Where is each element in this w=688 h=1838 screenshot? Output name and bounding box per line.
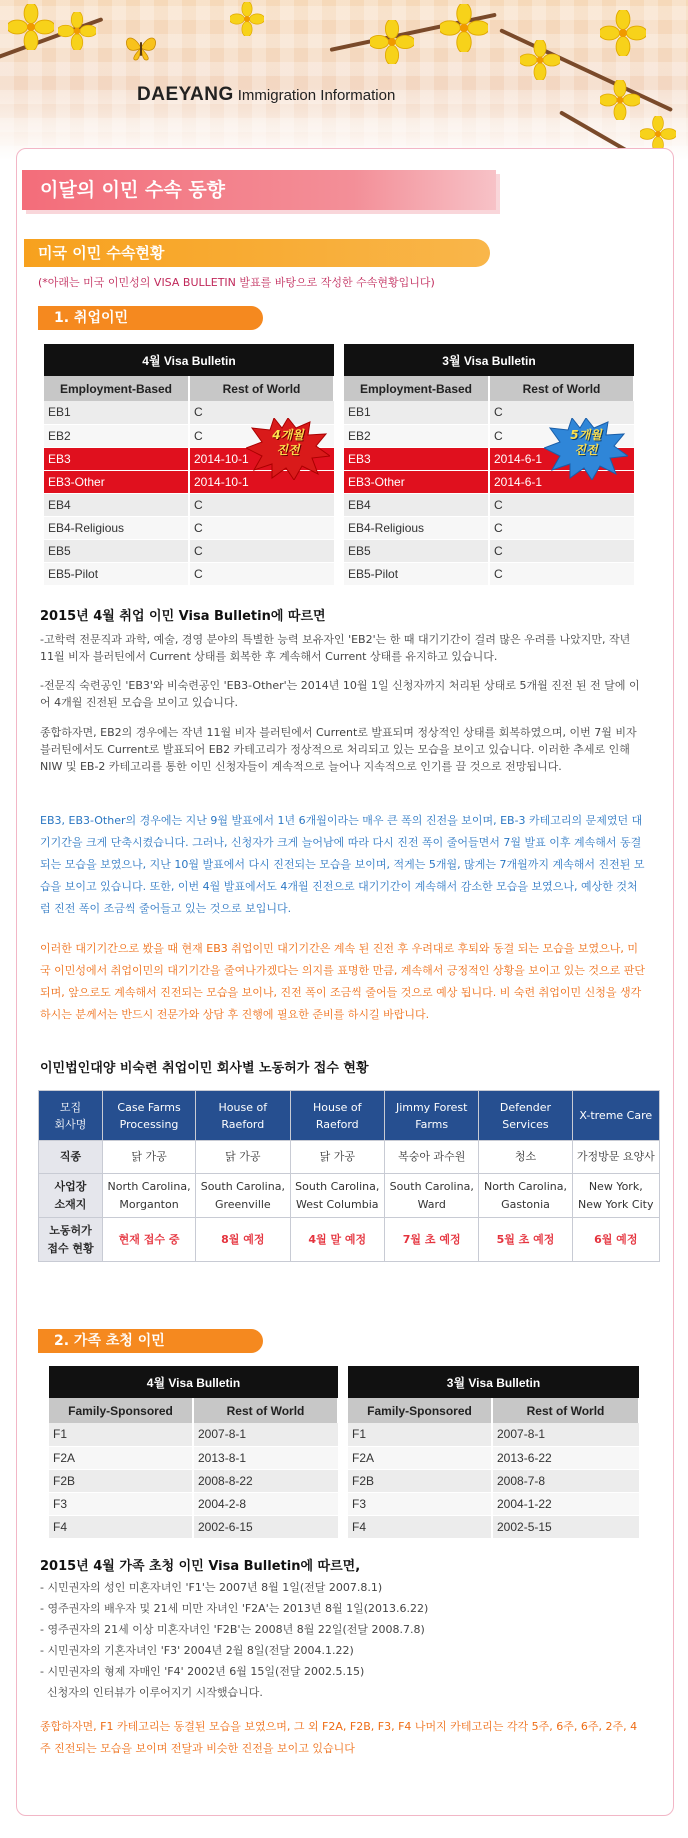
table-row [44,539,334,562]
category-cell: EB5 [344,539,489,562]
column-header: Rest of World [193,1398,338,1423]
company-name: Case Farms Processing [103,1091,196,1141]
table-caption: 4월 Visa Bulletin [49,1366,338,1398]
badge-line1: 4개월 [272,428,304,442]
forsythia-flower-icon [230,2,264,36]
company-name: House of Raeford [196,1091,290,1141]
date-cell: 2004-2-8 [193,1492,338,1515]
date-cell: 2014-10-1 [189,470,334,493]
employment-analysis-heading: 2015년 4월 취업 이민 Visa Bulletin에 따르면 [40,609,326,624]
row-label: 사업장 소재지 [39,1174,103,1218]
date-cell: 2004-1-22 [492,1492,639,1515]
date-cell: 2002-6-15 [193,1515,338,1538]
company-cell: South Carolina, West Columbia [290,1174,384,1218]
date-cell: 2007-8-1 [193,1423,338,1446]
date-cell: C [189,424,334,447]
list-item: - 시민권자의 성인 미혼자녀인 'F1'는 2007년 8월 1일(전달 2007.8.1) [40,1581,383,1594]
date-cell: 2002-5-15 [492,1515,639,1538]
company-cell: 닭 가공 [290,1141,384,1174]
list-item: - 시민권자의 기혼자녀인 'F3' 2004년 2월 8일(전달 2004.1.22) [40,1644,354,1657]
company-cell: 8월 예정 [196,1218,290,1262]
date-cell: 2014-6-1 [489,447,634,470]
category-cell: EB1 [344,401,489,424]
employment-para-outlook: 이러한 대기기간으로 봤을 때 현재 EB3 취업이민 대기기간은 계속 된 진전 후 우려대로 후퇴와 동결 되는 모습을 보였으나, 미국 이민성에서 취업이민의 대기기간을 줄여나가겠다는 의지를 표명한 만큼, 계속해서 긍정적인 상황을 보이고 있는 것으로 판단 되며, 앞으로도 계속해서 진전되는 모습을 보이나, 진전 폭이 조금씩 줄어들 것으로 예상 됩니다. 비 숙련 취업이민 신청을 생각 하시는 분께서는 반드시 전문가와 상담 후 진행에 필요한 준비를 하시길 바랍니다. [40,942,645,1021]
company-cell: 7월 초 예정 [384,1218,478,1262]
company-name: Defender Services [479,1091,572,1141]
family-summary: 종합하자면, F1 카테고리는 동결된 모습을 보였으며, 그 외 F2A, F2B, F3, F4 나머지 카테고리는 각각 5주, 6주, 6주, 2주, 4주 진전되는 모습을 보이며 전달과 비슷한 진전을 보이고 있습니다 [40,1720,638,1755]
starburst-badge-icon [544,418,628,480]
category-cell: F1 [348,1423,492,1446]
company-cell: 닭 가공 [103,1141,196,1174]
company-cell: 6월 예정 [572,1218,659,1262]
table-row [44,516,334,539]
list-item: - 시민권자의 형제 자매인 'F4' 2002년 6월 15일(전달 2002.5.15) [40,1665,365,1678]
category-cell: EB3-Other [44,470,189,493]
date-cell: C [489,493,634,516]
section-note: (*아래는 미국 이민성의 VISA BULLETIN 발표를 바탕으로 작성한 수속현황입니다) [38,276,435,289]
date-cell: 2007-8-1 [492,1423,639,1446]
date-cell: C [489,424,634,447]
category-cell: F2A [348,1446,492,1469]
company-name: House of Raeford [290,1091,384,1141]
column-header: Family-Sponsored [49,1398,193,1423]
employment-para-summary: 종합하자면, EB2의 경우에는 작년 11월 비자 블러틴에서 Current로 발표되며 정상적인 상태를 회복하였으며, 이번 7월 비자 블러틴에서도 Current로 발표되어 EB2 카테고리가 정상적으로 처리되고 있는 모습을 보이고 있습니다. 이러한 추세로 인해 NIW 및 EB-2 카테고리를 통한 이민 신청자들이 계속적으로 늘어나 지속적으로 인기를 끌 것으로 전망됩니다. [40,726,637,773]
date-cell: 2013-6-22 [492,1446,639,1469]
company-cell: 닭 가공 [196,1141,290,1174]
section-title: 미국 이민 수속현황 [24,239,490,267]
company-table-heading: 이민법인대양 비숙련 취업이민 회사별 노동허가 접수 현황 [40,1061,369,1076]
brand-name: DAEYANG [137,84,234,105]
page-title: 이달의 이민 수속 동향 [22,170,496,210]
date-cell: C [189,539,334,562]
forsythia-flower-icon [58,12,96,50]
company-cell: 4월 말 예정 [290,1218,384,1262]
category-cell: F2B [348,1469,492,1492]
forsythia-flower-icon [440,4,488,52]
company-cell: North Carolina, Gastonia [479,1174,572,1218]
row-label: 노동허가 접수 현황 [39,1218,103,1262]
date-cell: 2008-8-22 [193,1469,338,1492]
category-cell: F4 [348,1515,492,1538]
family-table-march [348,1366,640,1539]
column-header: Family-Sponsored [348,1398,492,1423]
company-table [38,1090,660,1262]
company-name: Jimmy Forest Farms [384,1091,478,1141]
date-cell: C [189,493,334,516]
company-cell: South Carolina, Greenville [196,1174,290,1218]
table-row [348,1492,639,1515]
date-cell: 2014-10-1 [189,447,334,470]
employment-subtitle: 1. 취업이민 [38,306,263,330]
brand-logo [137,84,395,106]
column-header: Rest of World [189,376,334,401]
table-caption: 3월 Visa Bulletin [348,1366,639,1398]
category-cell: F3 [348,1492,492,1515]
table-row [44,493,334,516]
category-cell: F2B [49,1469,193,1492]
date-cell: C [489,562,634,585]
table-caption: 4월 Visa Bulletin [44,344,334,376]
list-item: - 영주권자의 21세 이상 미혼자녀인 'F2B'는 2008년 8월 22일(전달 2008.7.8) [40,1623,425,1636]
category-cell: F2A [49,1446,193,1469]
table-row [348,1515,639,1538]
table-row [49,1469,338,1492]
forsythia-flower-icon [520,40,560,80]
table-row [348,1446,639,1469]
date-cell: 2013-8-1 [193,1446,338,1469]
company-cell: 가정방문 요양사 [572,1141,659,1174]
company-cell: South Carolina, Ward [384,1174,478,1218]
category-cell: EB5-Pilot [44,562,189,585]
butterfly-icon [124,34,158,62]
family-subtitle: 2. 가족 초청 이민 [38,1329,263,1353]
category-cell: EB4-Religious [44,516,189,539]
category-cell: EB5 [44,539,189,562]
table-row [344,516,634,539]
forsythia-flower-icon [640,116,676,152]
category-cell: EB2 [344,424,489,447]
date-cell: C [189,562,334,585]
family-table-april [49,1366,339,1539]
table-row [348,1423,639,1446]
column-header: Rest of World [489,376,634,401]
date-cell: C [489,516,634,539]
category-cell: EB4 [344,493,489,516]
date-cell: 2014-6-1 [489,470,634,493]
category-cell: EB4 [44,493,189,516]
table-caption: 3월 Visa Bulletin [344,344,634,376]
forsythia-flower-icon [600,10,646,56]
forsythia-flower-icon [8,4,54,50]
table-row [348,1469,639,1492]
family-analysis-heading: 2015년 4월 가족 초청 이민 Visa Bulletin에 따르면, [40,1559,361,1574]
table-row [49,1446,338,1469]
forsythia-flower-icon [600,80,640,120]
employment-para-eb3-trend: EB3, EB3-Other의 경우에는 지난 9월 발표에서 1년 6개월이라는 매우 큰 폭의 진전을 보이며, EB-3 카테고리의 문제였던 대기기간을 크게 단축시켰습니다. 그러나, 신청자가 크게 늘어남에 따라 다시 진전 폭이 줄어들면서 7월 발표 이후 계속해서 동결되는 모습을 보였으나, 지난 10월 발표에서 다시 진전되는 모습을 보이며, 적게는 5개월, 많게는 7개월까지 계속해서 진전된 모습을 보이고 있습니다. 또한, 이번 4월 발표에서도 4개월 진전으로 대기기간이 계속해서 감소한 모습을 보였으나, 예상한 것처럼 진전 폭이 조금씩 줄어들고 있는 것으로 보입니다. [40,814,645,915]
category-cell: EB2 [44,424,189,447]
company-cell: New York, New York City [572,1174,659,1218]
category-cell: F1 [49,1423,193,1446]
category-cell: EB3 [44,447,189,470]
category-cell: F3 [49,1492,193,1515]
category-cell: EB3-Other [344,470,489,493]
column-header: Rest of World [492,1398,639,1423]
table-row [344,562,634,585]
brand-subtitle: Immigration Information [237,87,396,104]
category-cell: EB3 [344,447,489,470]
category-cell: EB1 [44,401,189,424]
column-header: Employment-Based [44,376,189,401]
category-cell: F4 [49,1515,193,1538]
forsythia-flower-icon [370,20,414,64]
employment-para-eb2: -고학력 전문직과 과학, 예술, 경영 분야의 특별한 능력 보유자인 'EB2'는 한 때 대기기간이 걸려 많은 우려를 나았지만, 작년 11월 비자 블러틴에서 Current 상태를 회복한 후 계속해서 Current 상태를 유지하고 있습니다. [40,633,631,663]
date-cell: 2008-7-8 [492,1469,639,1492]
date-cell: C [489,539,634,562]
company-cell: 현재 접수 중 [103,1218,196,1262]
date-cell: C [189,516,334,539]
badge-line1: 5개월 [570,428,602,442]
company-cell: 복숭아 과수원 [384,1141,478,1174]
table-row [49,1515,338,1538]
company-cell: North Carolina, Morganton [103,1174,196,1218]
starburst-badge-icon [246,418,330,480]
date-cell: C [189,401,334,424]
category-cell: EB5-Pilot [344,562,489,585]
family-bullet-list [40,1577,645,1703]
list-item: - 영주권자의 배우자 및 21세 미만 자녀인 'F2A'는 2013년 8월 1일(2013.6.22) [40,1602,429,1615]
company-header-label: 모집 회사명 [39,1091,103,1141]
category-cell: EB4-Religious [344,516,489,539]
table-row [344,539,634,562]
column-header: Employment-Based [344,376,489,401]
company-name: X-treme Care [572,1091,659,1141]
header-banner [0,0,688,160]
date-cell: C [489,401,634,424]
badge-line2: 진전 [276,443,300,457]
row-label: 직종 [39,1141,103,1174]
company-cell: 청소 [479,1141,572,1174]
table-row [49,1423,338,1446]
table-row [344,493,634,516]
table-row [44,562,334,585]
table-row [49,1492,338,1515]
employment-para-eb3: -전문직 숙련공인 'EB3'와 비숙련공인 'EB3-Other'는 2014년 10월 1일 신청자까지 처리된 상태로 5개월 진전 된 전 달에 이어 4개월 진전된 모습을 보이고 있습니다. [40,679,640,709]
company-cell: 5월 초 예정 [479,1218,572,1262]
badge-line2: 진전 [574,443,598,457]
list-item: 신청자의 인터뷰가 이루어지기 시작했습니다. [40,1686,263,1699]
